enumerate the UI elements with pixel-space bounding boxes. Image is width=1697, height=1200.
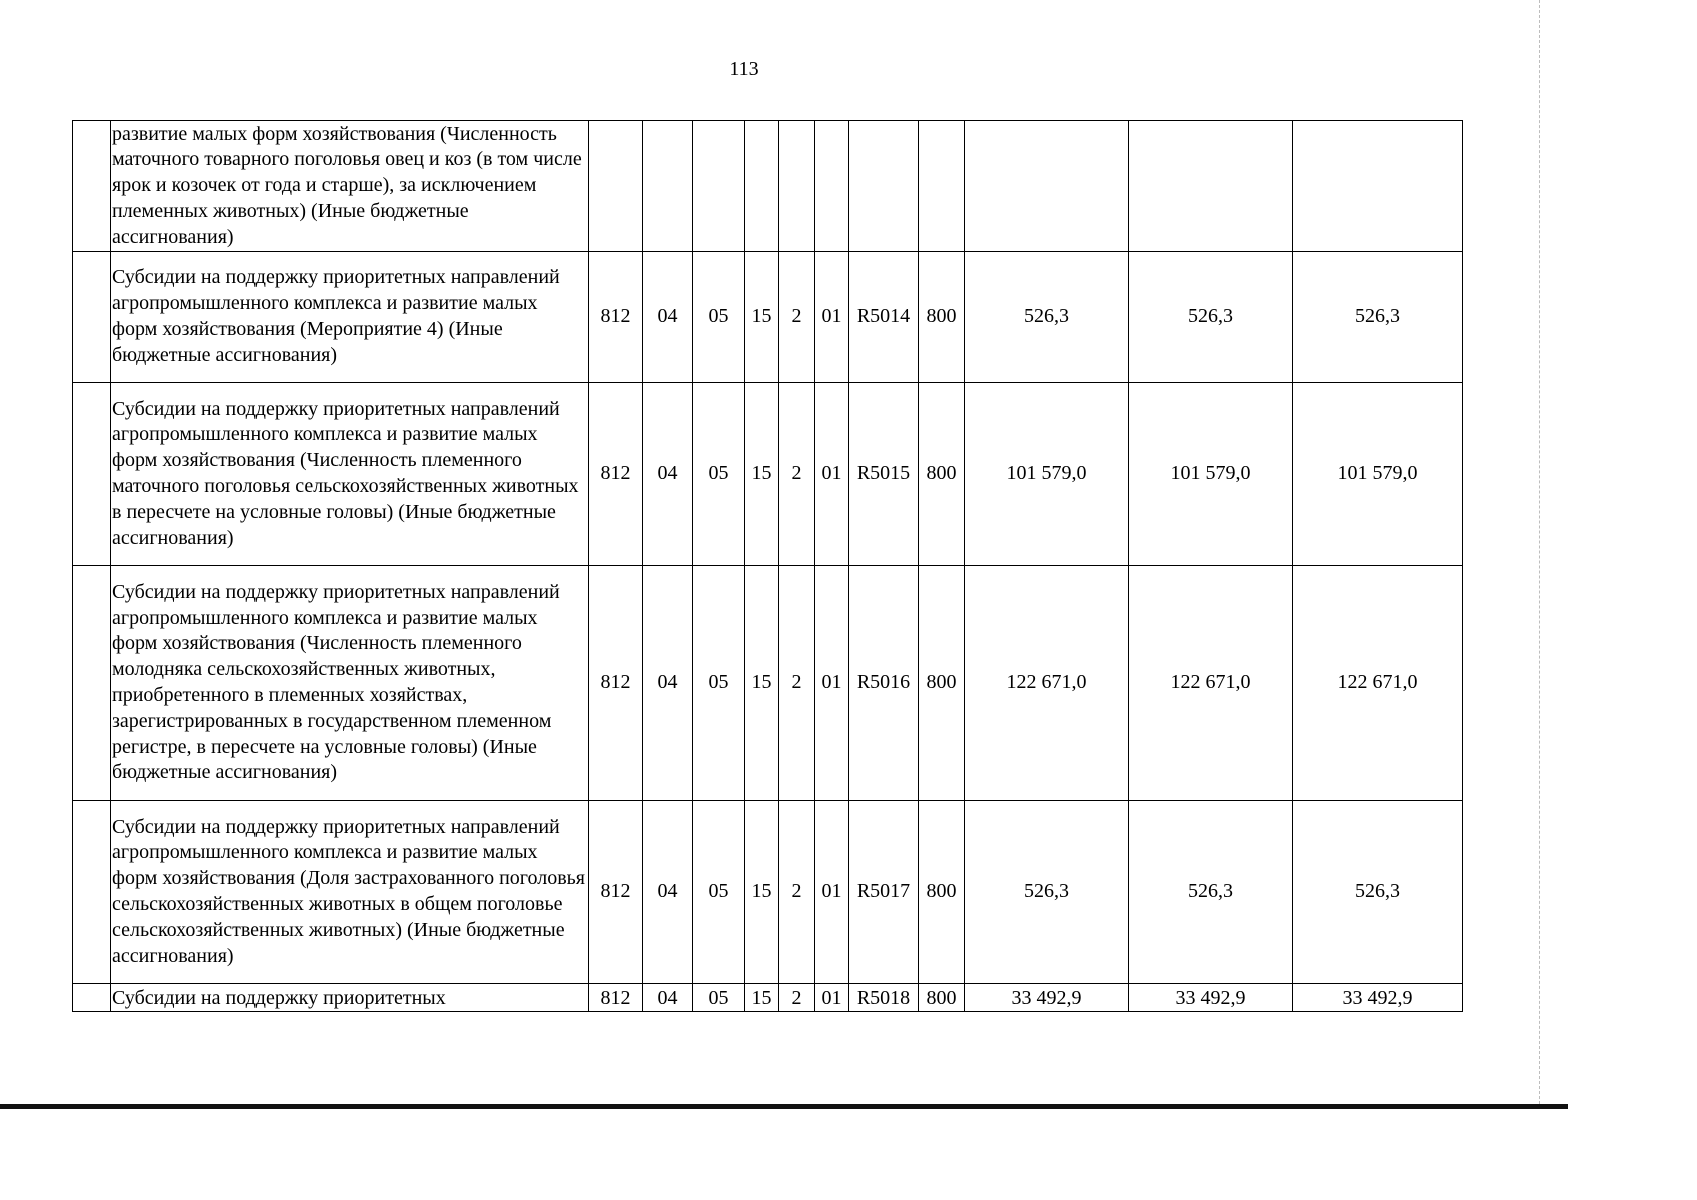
description-cell: развитие малых форм хозяйствования (Численность маточного товарного поголовья овец и коз (в том числе ярок и козочек от года и старше), за исключением племенных животных) (Иные бюджетные ассигнования) <box>111 121 589 252</box>
expense-type-cell: 800 <box>919 383 965 566</box>
program-code-cell: 15 <box>745 252 779 383</box>
amount-year-2-cell: 526,3 <box>1129 252 1293 383</box>
row-marker-cell <box>73 121 111 252</box>
amount-year-3-cell: 101 579,0 <box>1293 383 1463 566</box>
direction-code-cell: R5015 <box>849 383 919 566</box>
event-code-cell: 01 <box>815 566 849 801</box>
program-code-cell: 15 <box>745 383 779 566</box>
description-cell: Субсидии на поддержку приоритетных направлений агропромышленного комплекса и развитие малых форм хозяйствования (Численность племенного маточного поголовья сельскохозяйственных животных в пересчете на условные головы) (Иные бюджетные ассигнования) <box>111 383 589 566</box>
section-code-cell <box>643 121 693 252</box>
subprogram-code-cell <box>779 121 815 252</box>
direction-code-cell: R5014 <box>849 252 919 383</box>
subsection-code-cell: 05 <box>693 984 745 1012</box>
program-code-cell: 15 <box>745 984 779 1012</box>
section-code-cell: 04 <box>643 252 693 383</box>
event-code-cell <box>815 121 849 252</box>
description-cell: Субсидии на поддержку приоритетных <box>111 984 589 1012</box>
program-code-cell: 15 <box>745 566 779 801</box>
subprogram-code-cell: 2 <box>779 566 815 801</box>
section-code-cell: 04 <box>643 801 693 984</box>
subprogram-code-cell: 2 <box>779 252 815 383</box>
direction-code-cell: R5017 <box>849 801 919 984</box>
direction-code-cell: R5016 <box>849 566 919 801</box>
amount-year-1-cell: 101 579,0 <box>965 383 1129 566</box>
expense-type-cell: 800 <box>919 566 965 801</box>
amount-year-3-cell: 33 492,9 <box>1293 984 1463 1012</box>
subsection-code-cell <box>693 121 745 252</box>
amount-year-2-cell: 33 492,9 <box>1129 984 1293 1012</box>
ministry-code-cell: 812 <box>589 801 643 984</box>
expense-type-cell: 800 <box>919 252 965 383</box>
page-edge-line <box>1539 0 1540 1109</box>
ministry-code-cell: 812 <box>589 383 643 566</box>
page-number: 113 <box>729 58 759 80</box>
row-marker-cell <box>73 566 111 801</box>
amount-year-3-cell: 526,3 <box>1293 252 1463 383</box>
subprogram-code-cell: 2 <box>779 801 815 984</box>
description-cell: Субсидии на поддержку приоритетных направлений агропромышленного комплекса и развитие малых форм хозяйствования (Доля застрахованного поголовья сельскохозяйственных животных в общем поголовье сельскохозяйственных животных) (Иные бюджетные ассигнования) <box>111 801 589 984</box>
table-row <box>73 984 1463 1012</box>
ministry-code-cell <box>589 121 643 252</box>
amount-year-2-cell: 101 579,0 <box>1129 383 1293 566</box>
subprogram-code-cell: 2 <box>779 383 815 566</box>
ministry-code-cell: 812 <box>589 566 643 801</box>
amount-year-1-cell: 33 492,9 <box>965 984 1129 1012</box>
row-marker-cell <box>73 801 111 984</box>
amount-year-1-cell: 526,3 <box>965 252 1129 383</box>
budget-table <box>72 120 1463 1012</box>
description-cell: Субсидии на поддержку приоритетных направлений агропромышленного комплекса и развитие малых форм хозяйствования (Численность племенного молодняка сельскохозяйственных животных, приобретенного в племенных хозяйствах, зарегистрированных в государственном племенном регистре, в пересчете на условные головы) (Иные бюджетные ассигнования) <box>111 566 589 801</box>
amount-year-2-cell <box>1129 121 1293 252</box>
expense-type-cell <box>919 121 965 252</box>
expense-type-cell: 800 <box>919 801 965 984</box>
amount-year-3-cell: 526,3 <box>1293 801 1463 984</box>
amount-year-1-cell: 122 671,0 <box>965 566 1129 801</box>
amount-year-1-cell <box>965 121 1129 252</box>
description-cell: Субсидии на поддержку приоритетных направлений агропромышленного комплекса и развитие малых форм хозяйствования (Мероприятие 4) (Иные бюджетные ассигнования) <box>111 252 589 383</box>
amount-year-3-cell <box>1293 121 1463 252</box>
subsection-code-cell: 05 <box>693 566 745 801</box>
event-code-cell: 01 <box>815 801 849 984</box>
program-code-cell: 15 <box>745 801 779 984</box>
table-row <box>73 252 1463 383</box>
amount-year-1-cell: 526,3 <box>965 801 1129 984</box>
row-marker-cell <box>73 252 111 383</box>
event-code-cell: 01 <box>815 383 849 566</box>
row-marker-cell <box>73 984 111 1012</box>
event-code-cell: 01 <box>815 252 849 383</box>
table-row <box>73 566 1463 801</box>
table-body <box>73 121 1463 1012</box>
section-code-cell: 04 <box>643 383 693 566</box>
direction-code-cell <box>849 121 919 252</box>
subsection-code-cell: 05 <box>693 252 745 383</box>
row-marker-cell <box>73 383 111 566</box>
table-row <box>73 801 1463 984</box>
scan-bottom-edge <box>0 1104 1568 1109</box>
program-code-cell <box>745 121 779 252</box>
event-code-cell: 01 <box>815 984 849 1012</box>
subprogram-code-cell: 2 <box>779 984 815 1012</box>
table-row <box>73 121 1463 252</box>
section-code-cell: 04 <box>643 566 693 801</box>
section-code-cell: 04 <box>643 984 693 1012</box>
amount-year-2-cell: 526,3 <box>1129 801 1293 984</box>
table-row <box>73 383 1463 566</box>
amount-year-2-cell: 122 671,0 <box>1129 566 1293 801</box>
ministry-code-cell: 812 <box>589 984 643 1012</box>
subsection-code-cell: 05 <box>693 801 745 984</box>
direction-code-cell: R5018 <box>849 984 919 1012</box>
amount-year-3-cell: 122 671,0 <box>1293 566 1463 801</box>
expense-type-cell: 800 <box>919 984 965 1012</box>
subsection-code-cell: 05 <box>693 383 745 566</box>
ministry-code-cell: 812 <box>589 252 643 383</box>
